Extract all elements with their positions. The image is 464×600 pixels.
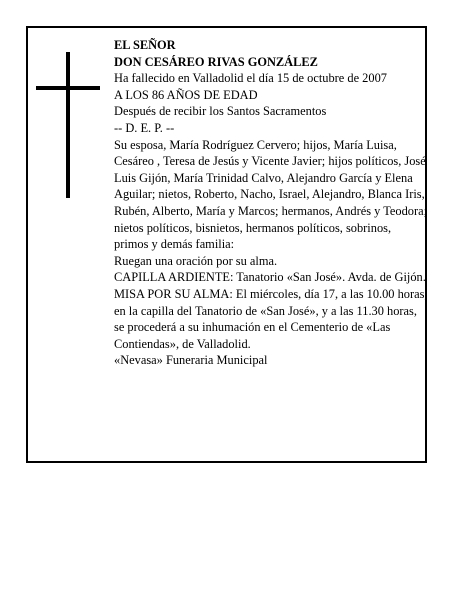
cross-horizontal-bar [36, 86, 100, 90]
mass-paragraph: MISA POR SU ALMA: El miércoles, día 17, a las 10.00 horas, en la capilla del Tanatorio de «San José», y a las 11.30 horas, se procederá a su inhumación en el Cementerio de «Las Contiendas», de Valladolid. [114, 286, 428, 351]
chapel-paragraph: CAPILLA ARDIENTE: Tanatorio «San José». Avda. de Gijón. [114, 270, 426, 285]
family-paragraph: Su esposa, María Rodríguez Cervero; hijos, María Luisa, Cesáreo , Teresa de Jesús y Vicente Javier; hijos políticos, José Luis Gijón, María Trinidad Calvo, Alejandro García y Elena Aguilar; nietos, Roberto, Nacho, Israel, Alejandro, Blanca Iris, Rubén, Alberto, María y Marcos; hermanos, Andrés y Teodora; nietos políticos, bisnietos, hermanos políticos, sobrinos, primos y demás familia: [114, 137, 428, 252]
rip-line: -- D. E. P. -- [114, 120, 175, 135]
obituary-text [114, 37, 428, 369]
funeral-home-line: «Nevasa» Funeraria Municipal [114, 353, 268, 368]
deceased-name: DON CESÁREO RIVAS GONZÁLEZ [114, 54, 318, 69]
prayer-line: Ruegan una oración por su alma. [114, 253, 278, 268]
cross-icon [36, 52, 100, 198]
death-info: Ha fallecido en Valladolid el día 15 de octubre de 2007 [114, 71, 387, 86]
sacraments-line: Después de recibir los Santos Sacramentos [114, 104, 327, 119]
age-line: A LOS 86 AÑOS DE EDAD [114, 87, 258, 102]
notice-title: EL SEÑOR [114, 38, 176, 52]
cross-vertical-bar [66, 52, 70, 198]
